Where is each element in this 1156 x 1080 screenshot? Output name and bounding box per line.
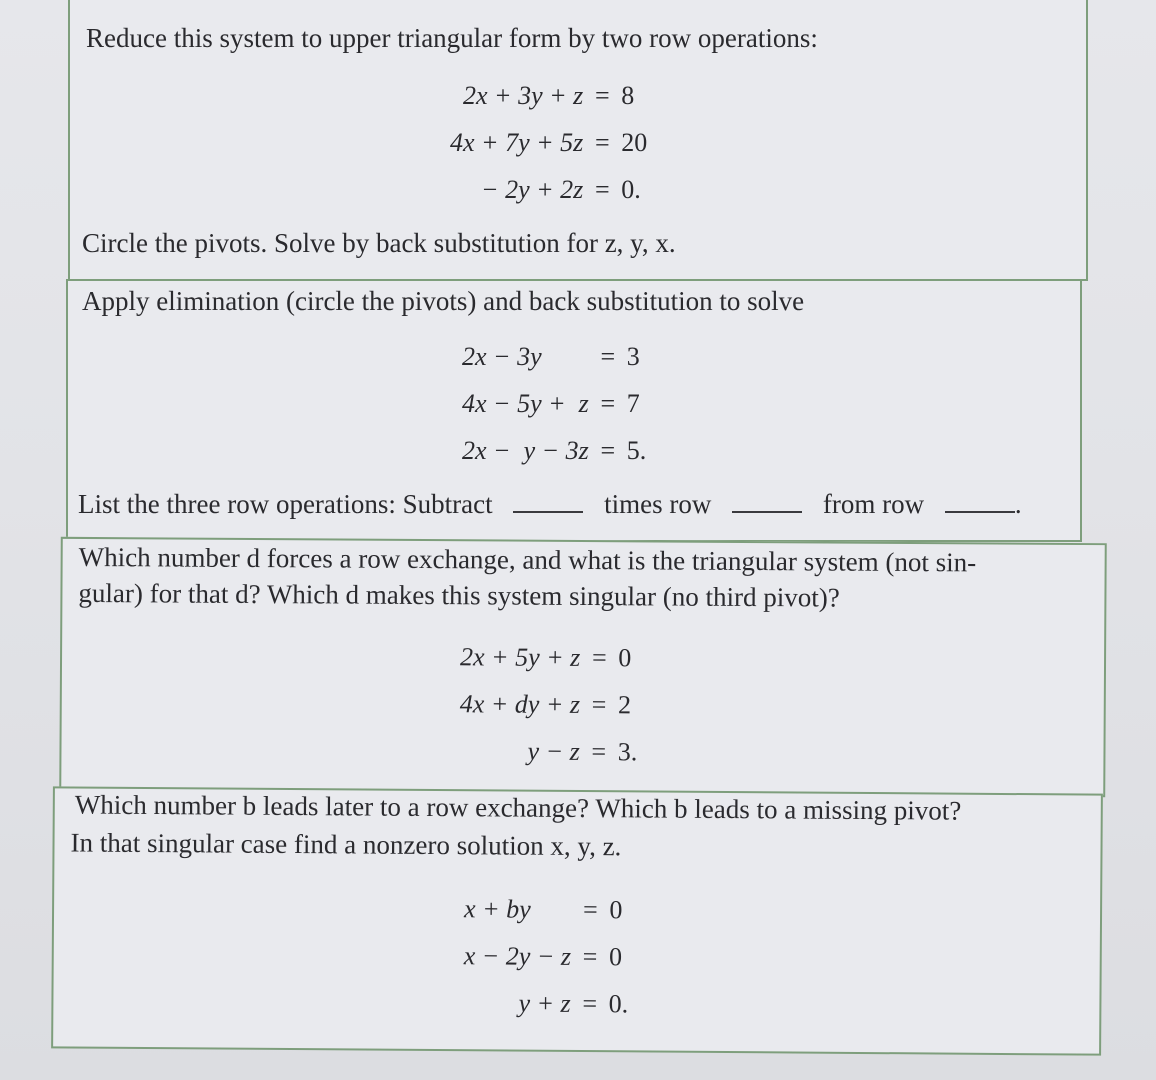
equation-lhs: 2x + 3y + z: [463, 80, 584, 110]
problem-4-prompt-line-1: Which number b leads later to a row exchange? Which b leads to a missing pivot?: [74, 789, 962, 826]
equation-row: [462, 427, 646, 474]
equation-rhs: 3: [626, 341, 640, 371]
equation-lhs: 4x + 7y + 5z: [450, 127, 584, 157]
equation-row: [450, 72, 647, 119]
equals-sign: =: [582, 988, 598, 1018]
equation-row: [464, 932, 629, 980]
equals-sign: =: [600, 435, 616, 465]
equation-row: [460, 633, 638, 681]
equals-sign: =: [600, 388, 616, 418]
equals-sign: =: [600, 341, 616, 371]
row-ops-period: .: [1014, 489, 1022, 519]
equation-rhs: 2: [617, 689, 632, 719]
equation-rhs: 0: [609, 894, 623, 924]
equation-row: [463, 979, 628, 1027]
row-ops-text-2: times row: [604, 489, 712, 519]
problem-4-system: [463, 885, 629, 1027]
equation-rhs: 7: [626, 388, 640, 418]
blank-multiplier[interactable]: [513, 487, 583, 513]
problem-2-row-operations: [78, 486, 1022, 523]
problem-4-box: [51, 786, 1103, 1055]
equation-row: [450, 119, 647, 166]
equation-lhs: x + by: [463, 893, 531, 924]
equation-rhs: 5.: [626, 435, 647, 465]
equals-sign: =: [594, 174, 610, 204]
row-ops-text-3: from row: [822, 489, 925, 519]
problem-1-box: [68, 0, 1088, 281]
equation-rhs: 0.: [621, 174, 641, 204]
problem-3-box: [59, 537, 1107, 797]
equals-sign: =: [591, 642, 607, 672]
equation-row: [450, 166, 647, 213]
equation-rhs: 0: [618, 642, 632, 672]
equation-row: [459, 727, 637, 775]
equation-rhs: 8: [621, 80, 635, 110]
problem-3-system: [459, 633, 638, 775]
problem-1-followup: Circle the pivots. Solve by back substitution for z, y, x.: [82, 228, 676, 258]
equals-sign: =: [582, 941, 598, 971]
equation-lhs: − 2y + 2z: [481, 174, 584, 204]
blank-target-row[interactable]: [945, 487, 1015, 513]
problem-3-prompt-line-2: gular) for that d? Which d makes this system singular (no third pivot)?: [78, 577, 840, 613]
equation-lhs: 4x − 5y + z: [462, 388, 589, 418]
equation-rhs: 0.: [608, 988, 629, 1018]
equals-sign: =: [591, 689, 607, 719]
equation-lhs: 2x − 3y: [462, 341, 542, 371]
equation-lhs: 2x − y − 3z: [462, 435, 589, 465]
equation-row: [460, 680, 638, 728]
equals-sign: =: [594, 127, 610, 157]
equals-sign: =: [582, 894, 598, 924]
equation-row: [464, 885, 629, 933]
equation-rhs: 0: [608, 941, 623, 971]
problem-2-prompt: Apply elimination (circle the pivots) and back substitution to solve: [82, 286, 805, 316]
equation-rhs: 3.: [617, 736, 638, 766]
problem-2-box: [66, 279, 1082, 542]
problem-1-system: [450, 72, 647, 213]
equation-lhs: x − 2y − z: [463, 940, 572, 971]
equals-sign: =: [594, 80, 610, 110]
problem-2-system: [462, 333, 646, 474]
equation-lhs: y − z: [527, 736, 580, 766]
problem-4-prompt-line-2: In that singular case find a nonzero solution x, y, z.: [70, 827, 622, 862]
equation-lhs: 4x + dy + z: [459, 688, 581, 719]
equation-lhs: 2x + 5y + z: [459, 641, 581, 672]
problem-1-prompt: Reduce this system to upper triangular form by two row operations:: [86, 23, 818, 53]
problem-3-prompt-line-1: Which number d forces a row exchange, and what is the triangular system (not sin-: [78, 541, 977, 578]
equation-rhs: 20: [621, 127, 648, 157]
equation-row: [462, 333, 646, 380]
blank-source-row[interactable]: [732, 487, 802, 513]
equation-lhs: y + z: [518, 988, 571, 1018]
equation-row: [462, 380, 646, 427]
row-ops-text-1: List the three row operations: Subtract: [78, 489, 493, 519]
equals-sign: =: [591, 736, 607, 766]
